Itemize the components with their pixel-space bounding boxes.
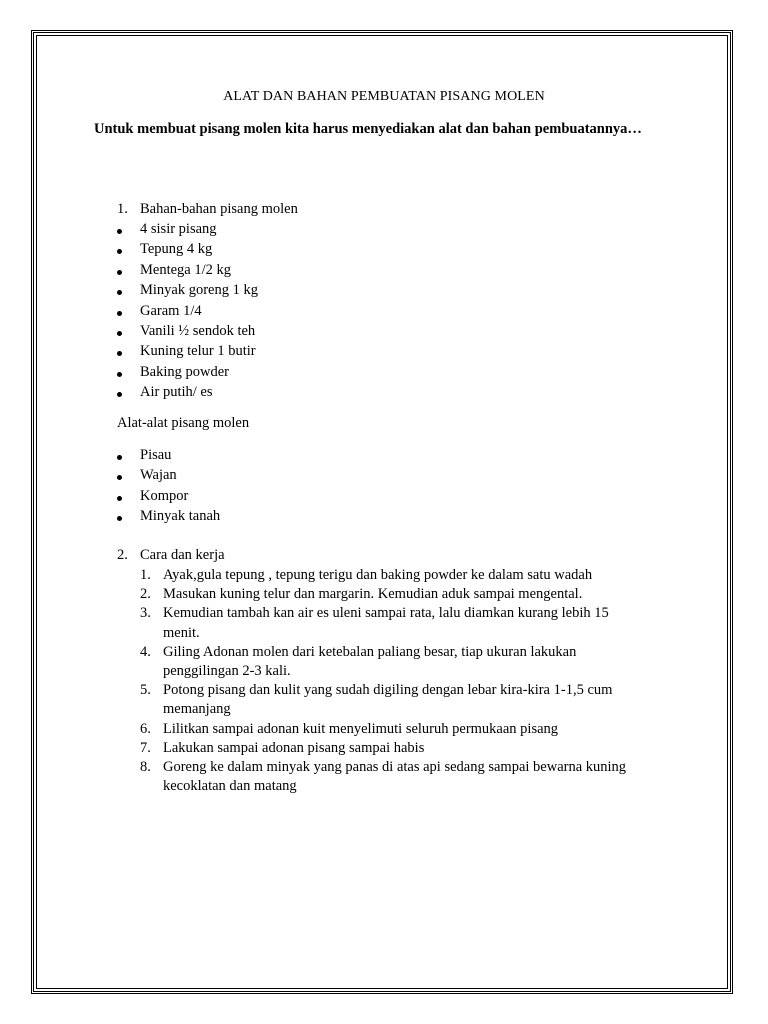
document-title: ALAT DAN BAHAN PEMBUATAN PISANG MOLEN <box>223 89 545 104</box>
ingredient-item: Baking powder <box>140 363 229 380</box>
tool-item: Wajan <box>140 467 177 484</box>
bullet-icon <box>117 331 122 336</box>
section1-heading: Bahan-bahan pisang molen <box>140 201 298 217</box>
intro-paragraph: Untuk membuat pisang molen kita harus menyediakan alat dan bahan pembuatannya… <box>94 121 642 137</box>
ingredient-item: Vanili ½ sendok teh <box>140 323 256 339</box>
step-text: Lilitkan sampai adonan kuit menyelimuti seluruh permukaan pisang <box>163 720 559 737</box>
bullet-icon <box>117 496 122 501</box>
step-number: 2. <box>140 586 151 603</box>
section1-number: 1. <box>117 201 128 217</box>
tool-item: Kompor <box>140 487 189 504</box>
ingredient-item: Kuning telur 1 butir <box>140 343 256 360</box>
step-number: 3. <box>140 605 151 622</box>
step-number: 1. <box>140 567 151 583</box>
bullet-icon <box>117 229 122 234</box>
step-text: Potong pisang dan kulit yang sudah digiling dengan lebar kira-kira 1-1,5 cum <box>163 682 613 699</box>
section2-heading: Cara dan kerja <box>140 547 225 563</box>
ingredient-item: Minyak goreng 1 kg <box>140 282 258 299</box>
ingredient-item: Garam 1/4 <box>140 302 202 319</box>
ingredient-item: Air putih/ es <box>140 384 213 401</box>
step-number: 7. <box>140 739 151 756</box>
step-number: 5. <box>140 682 151 699</box>
step-text: Ayak,gula tepung , tepung terigu dan baking powder ke dalam satu wadah <box>163 567 593 583</box>
section2-number: 2. <box>117 547 128 563</box>
step-text: Goreng ke dalam minyak yang panas di atas api sedang sampai bewarna kuning <box>163 759 627 775</box>
step-number: 4. <box>140 643 151 660</box>
ingredient-item: 4 sisir pisang <box>140 221 217 237</box>
bullet-icon <box>117 311 122 316</box>
ingredient-item: Tepung 4 kg <box>140 241 213 258</box>
step-text: kecoklatan dan matang <box>163 778 297 795</box>
page-border <box>31 30 733 994</box>
step-text: Masukan kuning telur dan margarin. Kemudian aduk sampai mengental. <box>163 586 583 603</box>
bullet-icon <box>117 270 122 275</box>
step-text: menit. <box>163 624 200 641</box>
step-number: 6. <box>140 720 151 737</box>
step-text: memanjang <box>163 701 231 718</box>
ingredient-item: Mentega 1/2 kg <box>140 261 232 278</box>
bullet-icon <box>117 372 122 377</box>
step-number: 8. <box>140 759 151 775</box>
step-text: Kemudian tambah kan air es uleni sampai rata, lalu diamkan kurang lebih 15 <box>163 605 609 622</box>
bullet-icon <box>117 455 122 460</box>
step-text: penggilingan 2-3 kali. <box>163 663 291 679</box>
step-text: Giling Adonan molen dari ketebalan paliang besar, tiap ukuran lakukan <box>163 643 577 660</box>
tool-item: Minyak tanah <box>140 508 221 525</box>
tool-item: Pisau <box>140 447 172 463</box>
step-text: Lakukan sampai adonan pisang sampai habis <box>163 739 425 756</box>
tools-heading: Alat-alat pisang molen <box>117 415 250 431</box>
